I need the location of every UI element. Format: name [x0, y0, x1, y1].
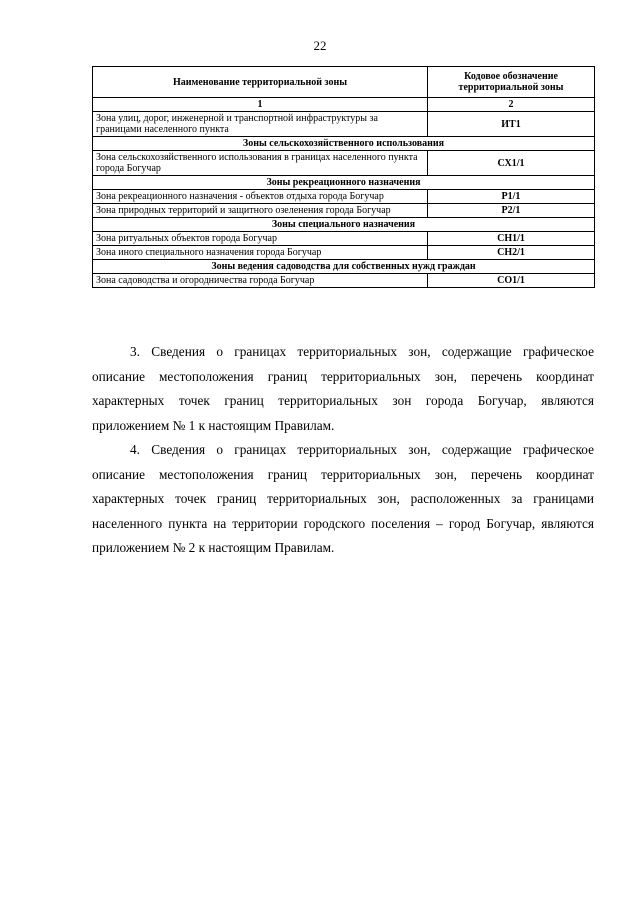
table-row [93, 232, 595, 246]
section-title: Зоны сельскохозяйственного использования [93, 137, 595, 151]
zone-name-cell: Зона ритуальных объектов города Богучар [93, 232, 428, 246]
column-number-row [93, 98, 595, 112]
zone-name-cell: Зона садоводства и огородничества города Богучар [93, 274, 428, 288]
zone-name-cell: Зона сельскохозяйственного использования в границах населенного пункта города Богучар [93, 151, 428, 176]
column-number-1: 1 [93, 98, 428, 112]
zone-code-cell: Р2/1 [428, 204, 595, 218]
zone-code-cell: СО1/1 [428, 274, 595, 288]
section-title: Зоны рекреационного назначения [93, 176, 595, 190]
zone-name-cell: Зона рекреационного назначения - объектов отдыха города Богучар [93, 190, 428, 204]
zone-code-cell: СН1/1 [428, 232, 595, 246]
table-section-row [93, 218, 595, 232]
zone-code-cell: ИТ1 [428, 112, 595, 137]
zone-name-cell: Зона иного специального назначения города Богучар [93, 246, 428, 260]
zone-name-cell: Зона природных территорий и защитного озеленения города Богучар [93, 204, 428, 218]
table-section-row [93, 176, 595, 190]
table-row [93, 274, 595, 288]
header-zone-name: Наименование территориальной зоны [93, 67, 428, 98]
zone-code-cell: СХ1/1 [428, 151, 595, 176]
zone-code-cell: СН2/1 [428, 246, 595, 260]
table-row [93, 112, 595, 137]
column-number-2: 2 [428, 98, 595, 112]
table-section-row [93, 260, 595, 274]
paragraph-4: 4. Сведения о границах территориальных зон, содержащие графическое описание местоположения границ территориальных зон, перечень координат характерных точек границ территориальных зон, расположенных за границами населенного пункта на территории городского поселения – город Богучар, являются приложением № 2 к настоящим Правилам. [92, 442, 594, 555]
section-title: Зоны специального назначения [93, 218, 595, 232]
table-row [93, 204, 595, 218]
table-row [93, 190, 595, 204]
zone-name-cell: Зона улиц, дорог, инженерной и транспортной инфраструктуры за границами населенного пункта [93, 112, 428, 137]
table-row [93, 246, 595, 260]
table-row [93, 151, 595, 176]
table-section-row [93, 137, 595, 151]
header-zone-code: Кодовое обозначение территориальной зоны [428, 67, 595, 98]
territorial-zones-table [92, 66, 595, 288]
page-number: 22 [313, 38, 327, 53]
zone-code-cell: Р1/1 [428, 190, 595, 204]
table-header-row [93, 67, 595, 98]
section-title: Зоны ведения садоводства для собственных нужд граждан [93, 260, 595, 274]
paragraph-3: 3. Сведения о границах территориальных зон, содержащие графическое описание местоположения границ территориальных зон, перечень координат характерных точек границ территориальных зон города Богучар, являются приложением № 1 к настоящим Правилам. [92, 344, 594, 433]
